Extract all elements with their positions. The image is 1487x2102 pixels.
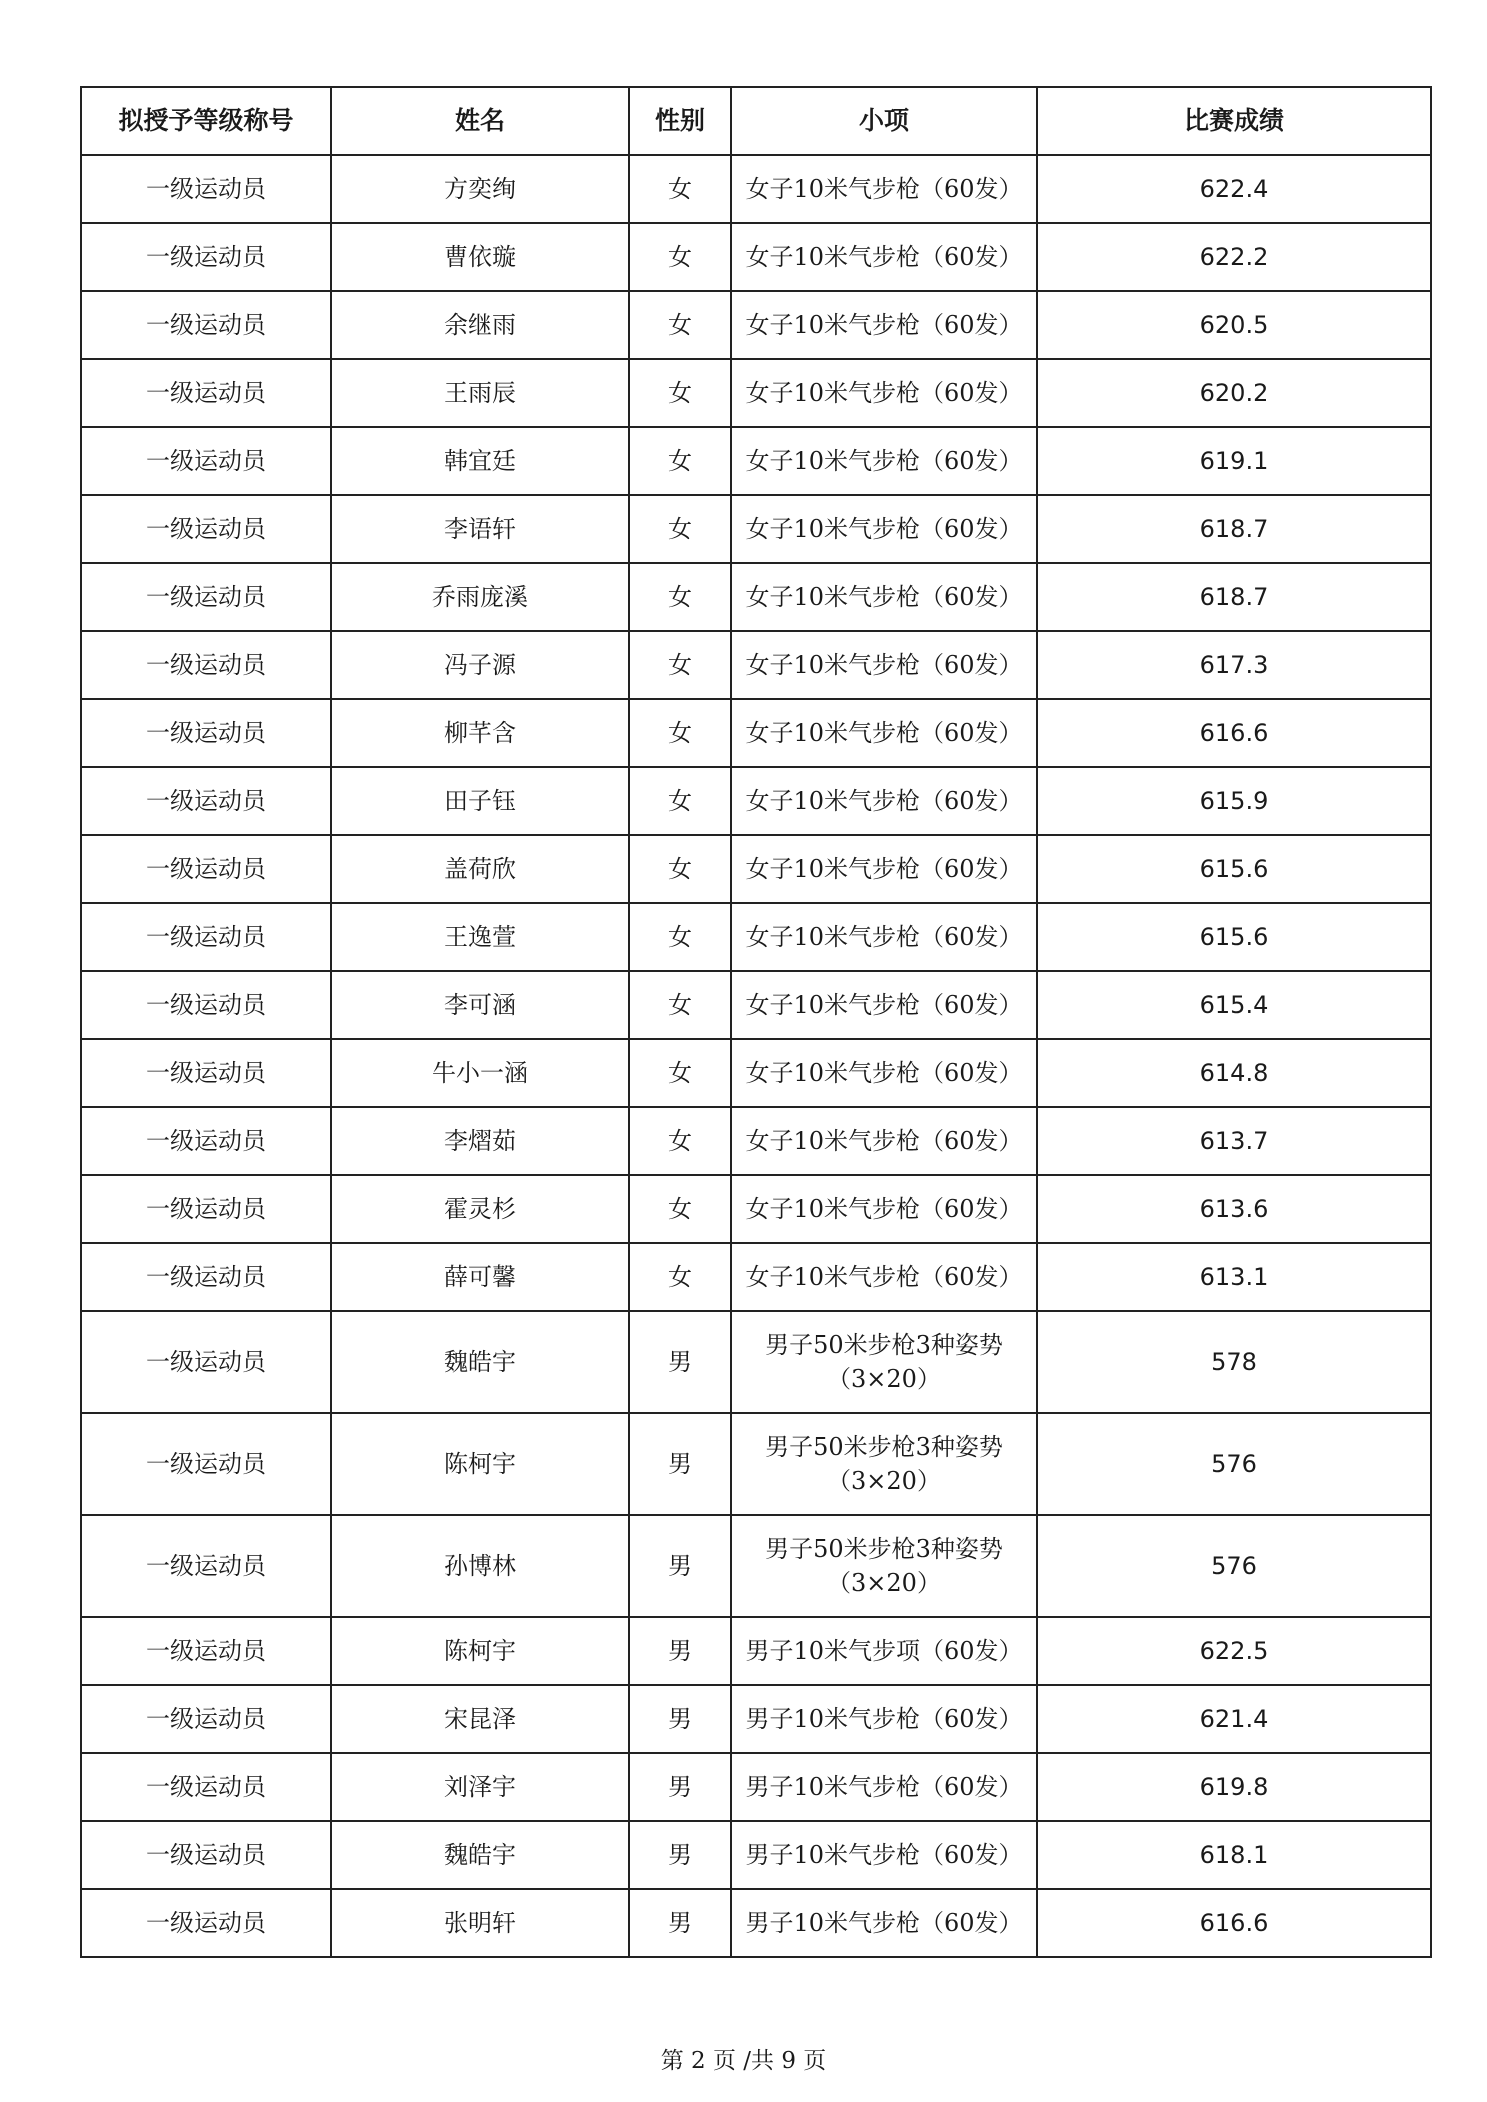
name-cell: 李熠茹 <box>331 1107 629 1175</box>
table-row <box>81 1243 1431 1311</box>
table-row <box>81 1889 1431 1957</box>
table-row <box>81 155 1431 223</box>
gender-cell: 女 <box>629 223 731 291</box>
level-cell: 一级运动员 <box>81 563 331 631</box>
gender-cell: 女 <box>629 903 731 971</box>
table-row <box>81 359 1431 427</box>
level-cell: 一级运动员 <box>81 223 331 291</box>
level-cell: 一级运动员 <box>81 631 331 699</box>
name-cell: 陈柯宇 <box>331 1617 629 1685</box>
event-cell: 女子10米气步枪（60发） <box>731 1175 1037 1243</box>
level-cell: 一级运动员 <box>81 1889 331 1957</box>
score-cell: 615.6 <box>1037 903 1431 971</box>
level-cell: 一级运动员 <box>81 903 331 971</box>
table-row <box>81 767 1431 835</box>
table-row <box>81 495 1431 563</box>
table-row <box>81 1753 1431 1821</box>
table-row <box>81 903 1431 971</box>
event-line-2: （3×20） <box>827 1467 941 1495</box>
name-cell: 余继雨 <box>331 291 629 359</box>
event-cell: 女子10米气步枪（60发） <box>731 631 1037 699</box>
name-cell: 霍灵杉 <box>331 1175 629 1243</box>
event-cell: 女子10米气步枪（60发） <box>731 359 1037 427</box>
event-line-1: 男子50米步枪3种姿势 <box>765 1433 1003 1461</box>
level-cell: 一级运动员 <box>81 1685 331 1753</box>
header-score: 比赛成绩 <box>1037 87 1431 155</box>
score-cell: 578 <box>1037 1311 1431 1413</box>
table-row <box>81 1311 1431 1413</box>
name-cell: 张明轩 <box>331 1889 629 1957</box>
table-row <box>81 1413 1431 1515</box>
gender-cell: 男 <box>629 1617 731 1685</box>
score-cell: 622.4 <box>1037 155 1431 223</box>
name-cell: 薛可馨 <box>331 1243 629 1311</box>
gender-cell: 女 <box>629 835 731 903</box>
event-cell <box>731 1311 1037 1413</box>
table-row <box>81 291 1431 359</box>
level-cell: 一级运动员 <box>81 1175 331 1243</box>
score-cell: 616.6 <box>1037 1889 1431 1957</box>
event-cell: 男子10米气步枪（60发） <box>731 1685 1037 1753</box>
table-row <box>81 1039 1431 1107</box>
score-cell: 618.1 <box>1037 1821 1431 1889</box>
level-cell: 一级运动员 <box>81 1311 331 1413</box>
level-cell: 一级运动员 <box>81 767 331 835</box>
name-cell: 曹依璇 <box>331 223 629 291</box>
event-cell: 男子10米气步枪（60发） <box>731 1821 1037 1889</box>
name-cell: 陈柯宇 <box>331 1413 629 1515</box>
name-cell: 魏皓宇 <box>331 1821 629 1889</box>
event-cell: 女子10米气步枪（60发） <box>731 767 1037 835</box>
gender-cell: 女 <box>629 563 731 631</box>
score-cell: 614.8 <box>1037 1039 1431 1107</box>
name-cell: 李可涵 <box>331 971 629 1039</box>
table-row <box>81 1821 1431 1889</box>
event-cell: 女子10米气步枪（60发） <box>731 155 1037 223</box>
table-row <box>81 835 1431 903</box>
event-cell: 女子10米气步枪（60发） <box>731 1243 1037 1311</box>
level-cell: 一级运动员 <box>81 1039 331 1107</box>
name-cell: 李语轩 <box>331 495 629 563</box>
level-cell: 一级运动员 <box>81 427 331 495</box>
event-cell: 女子10米气步枪（60发） <box>731 563 1037 631</box>
gender-cell: 女 <box>629 495 731 563</box>
level-cell: 一级运动员 <box>81 1617 331 1685</box>
name-cell: 宋昆泽 <box>331 1685 629 1753</box>
name-cell: 盖荷欣 <box>331 835 629 903</box>
score-cell: 615.9 <box>1037 767 1431 835</box>
event-cell: 女子10米气步枪（60发） <box>731 291 1037 359</box>
gender-cell: 男 <box>629 1889 731 1957</box>
gender-cell: 女 <box>629 1175 731 1243</box>
event-cell: 女子10米气步枪（60发） <box>731 1107 1037 1175</box>
name-cell: 魏皓宇 <box>331 1311 629 1413</box>
score-cell: 576 <box>1037 1413 1431 1515</box>
name-cell: 冯子源 <box>331 631 629 699</box>
score-cell: 621.4 <box>1037 1685 1431 1753</box>
gender-cell: 女 <box>629 1039 731 1107</box>
name-cell: 王逸萱 <box>331 903 629 971</box>
gender-cell: 男 <box>629 1311 731 1413</box>
name-cell: 牛小一涵 <box>331 1039 629 1107</box>
level-cell: 一级运动员 <box>81 1243 331 1311</box>
name-cell: 田子钰 <box>331 767 629 835</box>
level-cell: 一级运动员 <box>81 359 331 427</box>
event-cell: 男子10米气步枪（60发） <box>731 1753 1037 1821</box>
event-cell: 女子10米气步枪（60发） <box>731 427 1037 495</box>
gender-cell: 女 <box>629 1243 731 1311</box>
level-cell: 一级运动员 <box>81 1753 331 1821</box>
gender-cell: 女 <box>629 767 731 835</box>
event-cell <box>731 1515 1037 1617</box>
score-cell: 615.4 <box>1037 971 1431 1039</box>
table-row <box>81 427 1431 495</box>
gender-cell: 男 <box>629 1515 731 1617</box>
event-cell: 女子10米气步枪（60发） <box>731 835 1037 903</box>
name-cell: 刘泽宇 <box>331 1753 629 1821</box>
gender-cell: 女 <box>629 699 731 767</box>
header-name: 姓名 <box>331 87 629 155</box>
table-row <box>81 1107 1431 1175</box>
score-cell: 613.1 <box>1037 1243 1431 1311</box>
score-cell: 622.2 <box>1037 223 1431 291</box>
gender-cell: 女 <box>629 971 731 1039</box>
event-cell <box>731 1413 1037 1515</box>
score-cell: 613.7 <box>1037 1107 1431 1175</box>
gender-cell: 女 <box>629 1107 731 1175</box>
level-cell: 一级运动员 <box>81 291 331 359</box>
gender-cell: 女 <box>629 427 731 495</box>
name-cell: 孙博林 <box>331 1515 629 1617</box>
level-cell: 一级运动员 <box>81 971 331 1039</box>
score-cell: 620.2 <box>1037 359 1431 427</box>
event-cell: 女子10米气步枪（60发） <box>731 971 1037 1039</box>
event-cell: 男子10米气步项（60发） <box>731 1617 1037 1685</box>
score-cell: 618.7 <box>1037 563 1431 631</box>
name-cell: 柳芊含 <box>331 699 629 767</box>
page-number-footer: 第 2 页 /共 9 页 <box>660 2048 827 2074</box>
event-line-2: （3×20） <box>827 1365 941 1393</box>
athlete-grading-table <box>80 86 1432 1958</box>
table-row <box>81 699 1431 767</box>
table-header-row <box>81 87 1431 155</box>
header-event: 小项 <box>731 87 1037 155</box>
score-cell: 617.3 <box>1037 631 1431 699</box>
score-cell: 576 <box>1037 1515 1431 1617</box>
score-cell: 618.7 <box>1037 495 1431 563</box>
gender-cell: 女 <box>629 359 731 427</box>
table-row <box>81 631 1431 699</box>
table-row <box>81 1175 1431 1243</box>
header-level: 拟授予等级称号 <box>81 87 331 155</box>
score-cell: 613.6 <box>1037 1175 1431 1243</box>
gender-cell: 女 <box>629 291 731 359</box>
score-cell: 622.5 <box>1037 1617 1431 1685</box>
gender-cell: 男 <box>629 1685 731 1753</box>
name-cell: 方奕绚 <box>331 155 629 223</box>
event-line-2: （3×20） <box>827 1569 941 1597</box>
event-cell: 女子10米气步枪（60发） <box>731 495 1037 563</box>
score-cell: 619.1 <box>1037 427 1431 495</box>
header-gender: 性别 <box>629 87 731 155</box>
level-cell: 一级运动员 <box>81 1413 331 1515</box>
score-cell: 620.5 <box>1037 291 1431 359</box>
table-row <box>81 1515 1431 1617</box>
level-cell: 一级运动员 <box>81 495 331 563</box>
name-cell: 王雨辰 <box>331 359 629 427</box>
table-row <box>81 223 1431 291</box>
table-row <box>81 563 1431 631</box>
event-line-1: 男子50米步枪3种姿势 <box>765 1331 1003 1359</box>
event-cell: 女子10米气步枪（60发） <box>731 699 1037 767</box>
level-cell: 一级运动员 <box>81 835 331 903</box>
level-cell: 一级运动员 <box>81 1515 331 1617</box>
level-cell: 一级运动员 <box>81 699 331 767</box>
gender-cell: 女 <box>629 631 731 699</box>
event-line-1: 男子50米步枪3种姿势 <box>765 1535 1003 1563</box>
table-row <box>81 1685 1431 1753</box>
level-cell: 一级运动员 <box>81 155 331 223</box>
gender-cell: 女 <box>629 155 731 223</box>
table-row <box>81 971 1431 1039</box>
level-cell: 一级运动员 <box>81 1821 331 1889</box>
gender-cell: 男 <box>629 1821 731 1889</box>
gender-cell: 男 <box>629 1753 731 1821</box>
gender-cell: 男 <box>629 1413 731 1515</box>
score-cell: 615.6 <box>1037 835 1431 903</box>
score-cell: 619.8 <box>1037 1753 1431 1821</box>
name-cell: 韩宜廷 <box>331 427 629 495</box>
event-cell: 女子10米气步枪（60发） <box>731 223 1037 291</box>
level-cell: 一级运动员 <box>81 1107 331 1175</box>
event-cell: 女子10米气步枪（60发） <box>731 903 1037 971</box>
score-cell: 616.6 <box>1037 699 1431 767</box>
event-cell: 男子10米气步枪（60发） <box>731 1889 1037 1957</box>
event-cell: 女子10米气步枪（60发） <box>731 1039 1037 1107</box>
table-row <box>81 1617 1431 1685</box>
name-cell: 乔雨庞溪 <box>331 563 629 631</box>
